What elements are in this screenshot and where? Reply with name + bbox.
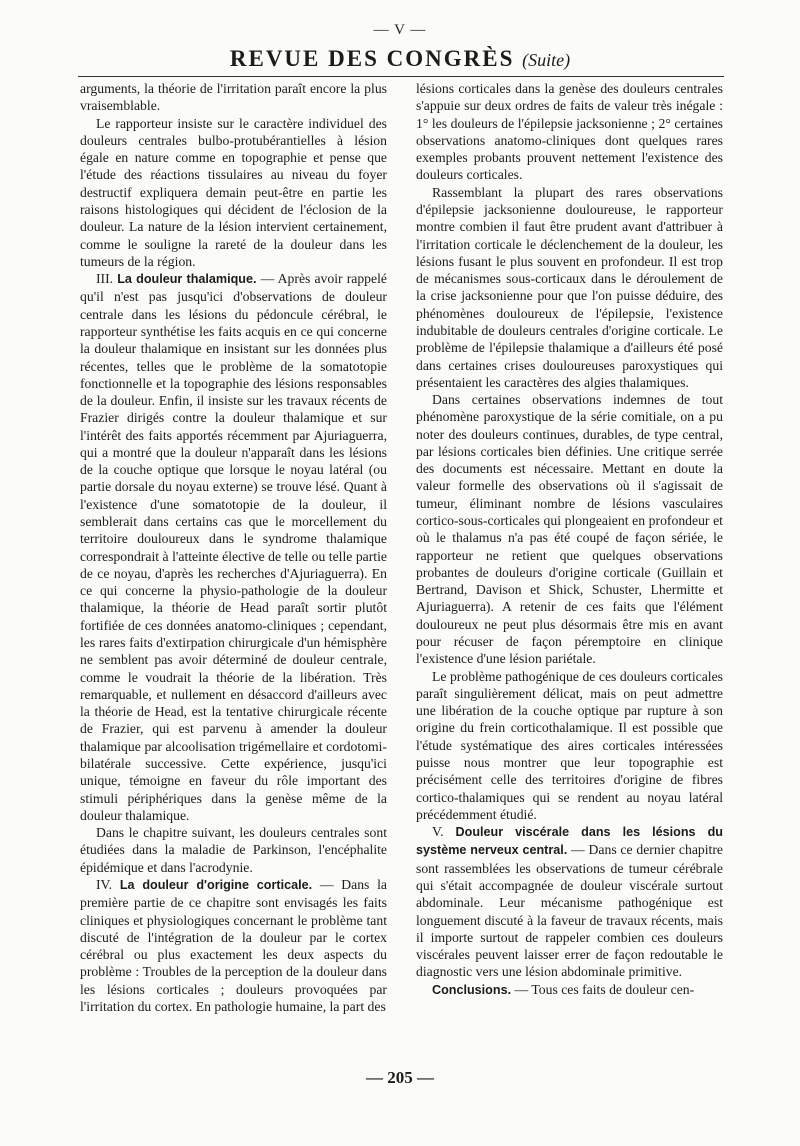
paragraph-body: — Tous ces faits de douleur cen-	[511, 981, 695, 997]
folio-roman-numeral: — V —	[373, 22, 427, 38]
page-number: — 205 —	[366, 1068, 434, 1087]
section-heading: La douleur d'origine corticale.	[119, 877, 313, 892]
section-number: III.	[96, 271, 114, 287]
paragraph: lésions corticales dans la genèse des douleurs centrales s'appuie sur deux ordres de faits de valeur très inégale : 1° les douleurs de l'épilepsie jacksonienne ; 2° certaines observations anatomo-cliniques dont quelques rares exemples probants prouvent nettement l'existence des douleurs corticales.	[416, 81, 723, 183]
paragraph-viscerale	[416, 823, 723, 981]
paragraph: Dans le chapitre suivant, les douleurs centrales sont étudiées dans la maladie de Parkinson, l'encéphalite épidémique et dans l'acrodynie.	[80, 825, 387, 875]
right-column	[416, 80, 723, 999]
paragraph-corticale	[80, 876, 387, 1015]
paragraph-body: — Dans ce dernier chapitre sont rassemblées les observations de tumeur cérébrale qui s'était accompagnée de douleur viscérale surtout abdominale. Leur mécanisme pathogénique est longuement discuté à la faveur de travaux récents, mais il importe surtout de rappeler combien ces douleurs viscérales peuvent laisser errer de façon redoutable le diagnostic vers une lésion abdominale primitive.	[416, 842, 723, 980]
left-column	[80, 80, 387, 1015]
running-header	[0, 46, 800, 72]
header-suite: (Suite)	[522, 50, 571, 70]
paragraph-body: — Après avoir rappelé qu'il n'est pas jusqu'ici d'observations de douleur centrale dans les lésions du pédoncule cérébral, le rapporteur synthétise les faits acquis en ce qui concerne la douleur thalamique en insistant sur les données plus récentes, telles que le problème de la somatotopie fonctionnelle et la topographie des lésions responsables de la douleur. Enfin, il insiste sur les travaux récents de Frazier dirigés contre la douleur thalamique et sur l'intérêt des faits apportés récemment par Ajuriaguerra, qui a montré que la douleur n'apparaît dans les lésions de la couche optique que lorsque le noyau latéral (ou partie dorsale du noyau externe) se trouve lésé. Quant à l'existence d'une somatotopie de la douleur, il semblerait dans certains cas que le morcellement du territoire douloureux dans le syndrome thalamique correspondrait à l'atteinte élective de telle ou telle partie de ce noyau, d'après les recherches d'Ajuriaguerra). En ce qui concerne la physio-pathologie de la douleur thalamique, la théorie de Head paraît sortir plutôt fortifiée de ces données anatomo-cliniques ; cependant, les rares faits d'extirpation chirurgicale d'un hémisphère ne semblent pas avoir déterminé de douleur centrale, comme le voudrait la théorie de la libération. Très remarquable, et nullement en désaccord d'ailleurs avec la théorie de Head, est la tentative chirurgicale récente de Frazier, qui est parvenu à amender la douleur thalamique par alcoolisation trigémellaire et cordotomi-bilatérale successive. Cette expérience, jusqu'ici unique, témoigne en faveur du rôle important des stimuli périphériques dans la genèse même de la douleur thalamique.	[80, 271, 387, 823]
paragraph-body: — Dans la première partie de ce chapitre sont envisagés les faits cliniques et physiologiques concernant le problème tant discuté de l'intégration de la douleur par le cortex cérébral ou plus exactement les deux aspects du problème : Troubles de la perception de la douleur dans les lésions corticales ; douleurs provoquées par l'irritation du cortex. En pathologie humaine, la part des	[80, 876, 387, 1014]
section-number: IV.	[96, 876, 113, 892]
paragraph: arguments, la théorie de l'irritation paraît encore la plus vraisemblable.	[80, 81, 387, 114]
paragraph: Le rapporteur insiste sur le caractère individuel des douleurs centrales bulbo-protubérantielles à lésion égale en nature comme en topographie et pense que l'étude des réactions tissulaires au niveau du foyer destructif expliquera demain peut-être en partie les raisons histologiques qui décident de l'éclosion de la douleur. La nature de la lésion intervient certainement, comme le souligne la rareté de la douleur dans les tumeurs de la région.	[80, 115, 387, 269]
paragraph-conclusions	[416, 981, 723, 999]
paragraph-thalamique	[80, 270, 387, 824]
header-title: REVUE DES CONGRÈS	[229, 46, 515, 71]
paragraph: Le problème pathogénique de ces douleurs corticales paraît singulièrement délicat, mais on peut admettre une libération de la couche optique par rupture à son origine du frein corticothalamique. Il est possible que l'étude systématique des aires corticales intéressées puisse nous montrer que leur topographie est précisément celle des territoires d'origine de fibres cortico-thalamiques qui se rendent au noyau latéral précédemment étudié.	[416, 668, 723, 822]
header-rule	[78, 76, 724, 77]
section-heading: La douleur thalamique.	[117, 272, 257, 287]
section-heading: Conclusions.	[432, 982, 512, 997]
paragraph: Dans certaines observations indemnes de tout phénomène paroxystique de la série comitiale, on a pu noter des douleurs continues, durables, de type central, par lésions corticales bien définies. Une critique serrée des documents est nécessaire. Mettant en doute la valeur formelle des observations où il s'agissait de tumeur, éliminant nombre de lésions vasculaires cortico-sous-corticales qui plongeaient en profondeur et où le thalamus n'a pas été coupé de façon sériée, le rapporteur ne retient que quelques observations probantes de douleurs d'origine corticale (Guillain et Bertrand, Davison et Shick, Schuster, Lhermitte et Ajuriaguerra). A retenir de ces faits que l'élément douloureux ne peut plus désormais être mis en avant pour récuser de façon péremptoire en clinique l'existence d'une lésion pariétale.	[416, 392, 723, 667]
section-number: V.	[432, 824, 444, 840]
paragraph: Rassemblant la plupart des rares observations d'épilepsie jacksonienne douloureuse, le rapporteur montre combien il faut être prudent avant d'attribuer à l'irritation corticale le déclenchement de la douleur, les lésions fusant le plus souvent en profondeur. Il est trop de mécanismes sous-corticaux dans le déroulement de la crise jacksonienne pour que l'on puisse déduire, des phénomènes douloureux de l'épilepsie, l'existence indubitable de douleurs centrales d'origine corticale. Le problème de l'épilepsie thalamique a d'ailleurs été posé dans certaines crises douloureuses paroxystiques qui présentaient les caractères des algies thalamiques.	[416, 184, 723, 390]
section-heading: Douleur viscérale dans les lésions du système nerveux central.	[416, 825, 723, 858]
